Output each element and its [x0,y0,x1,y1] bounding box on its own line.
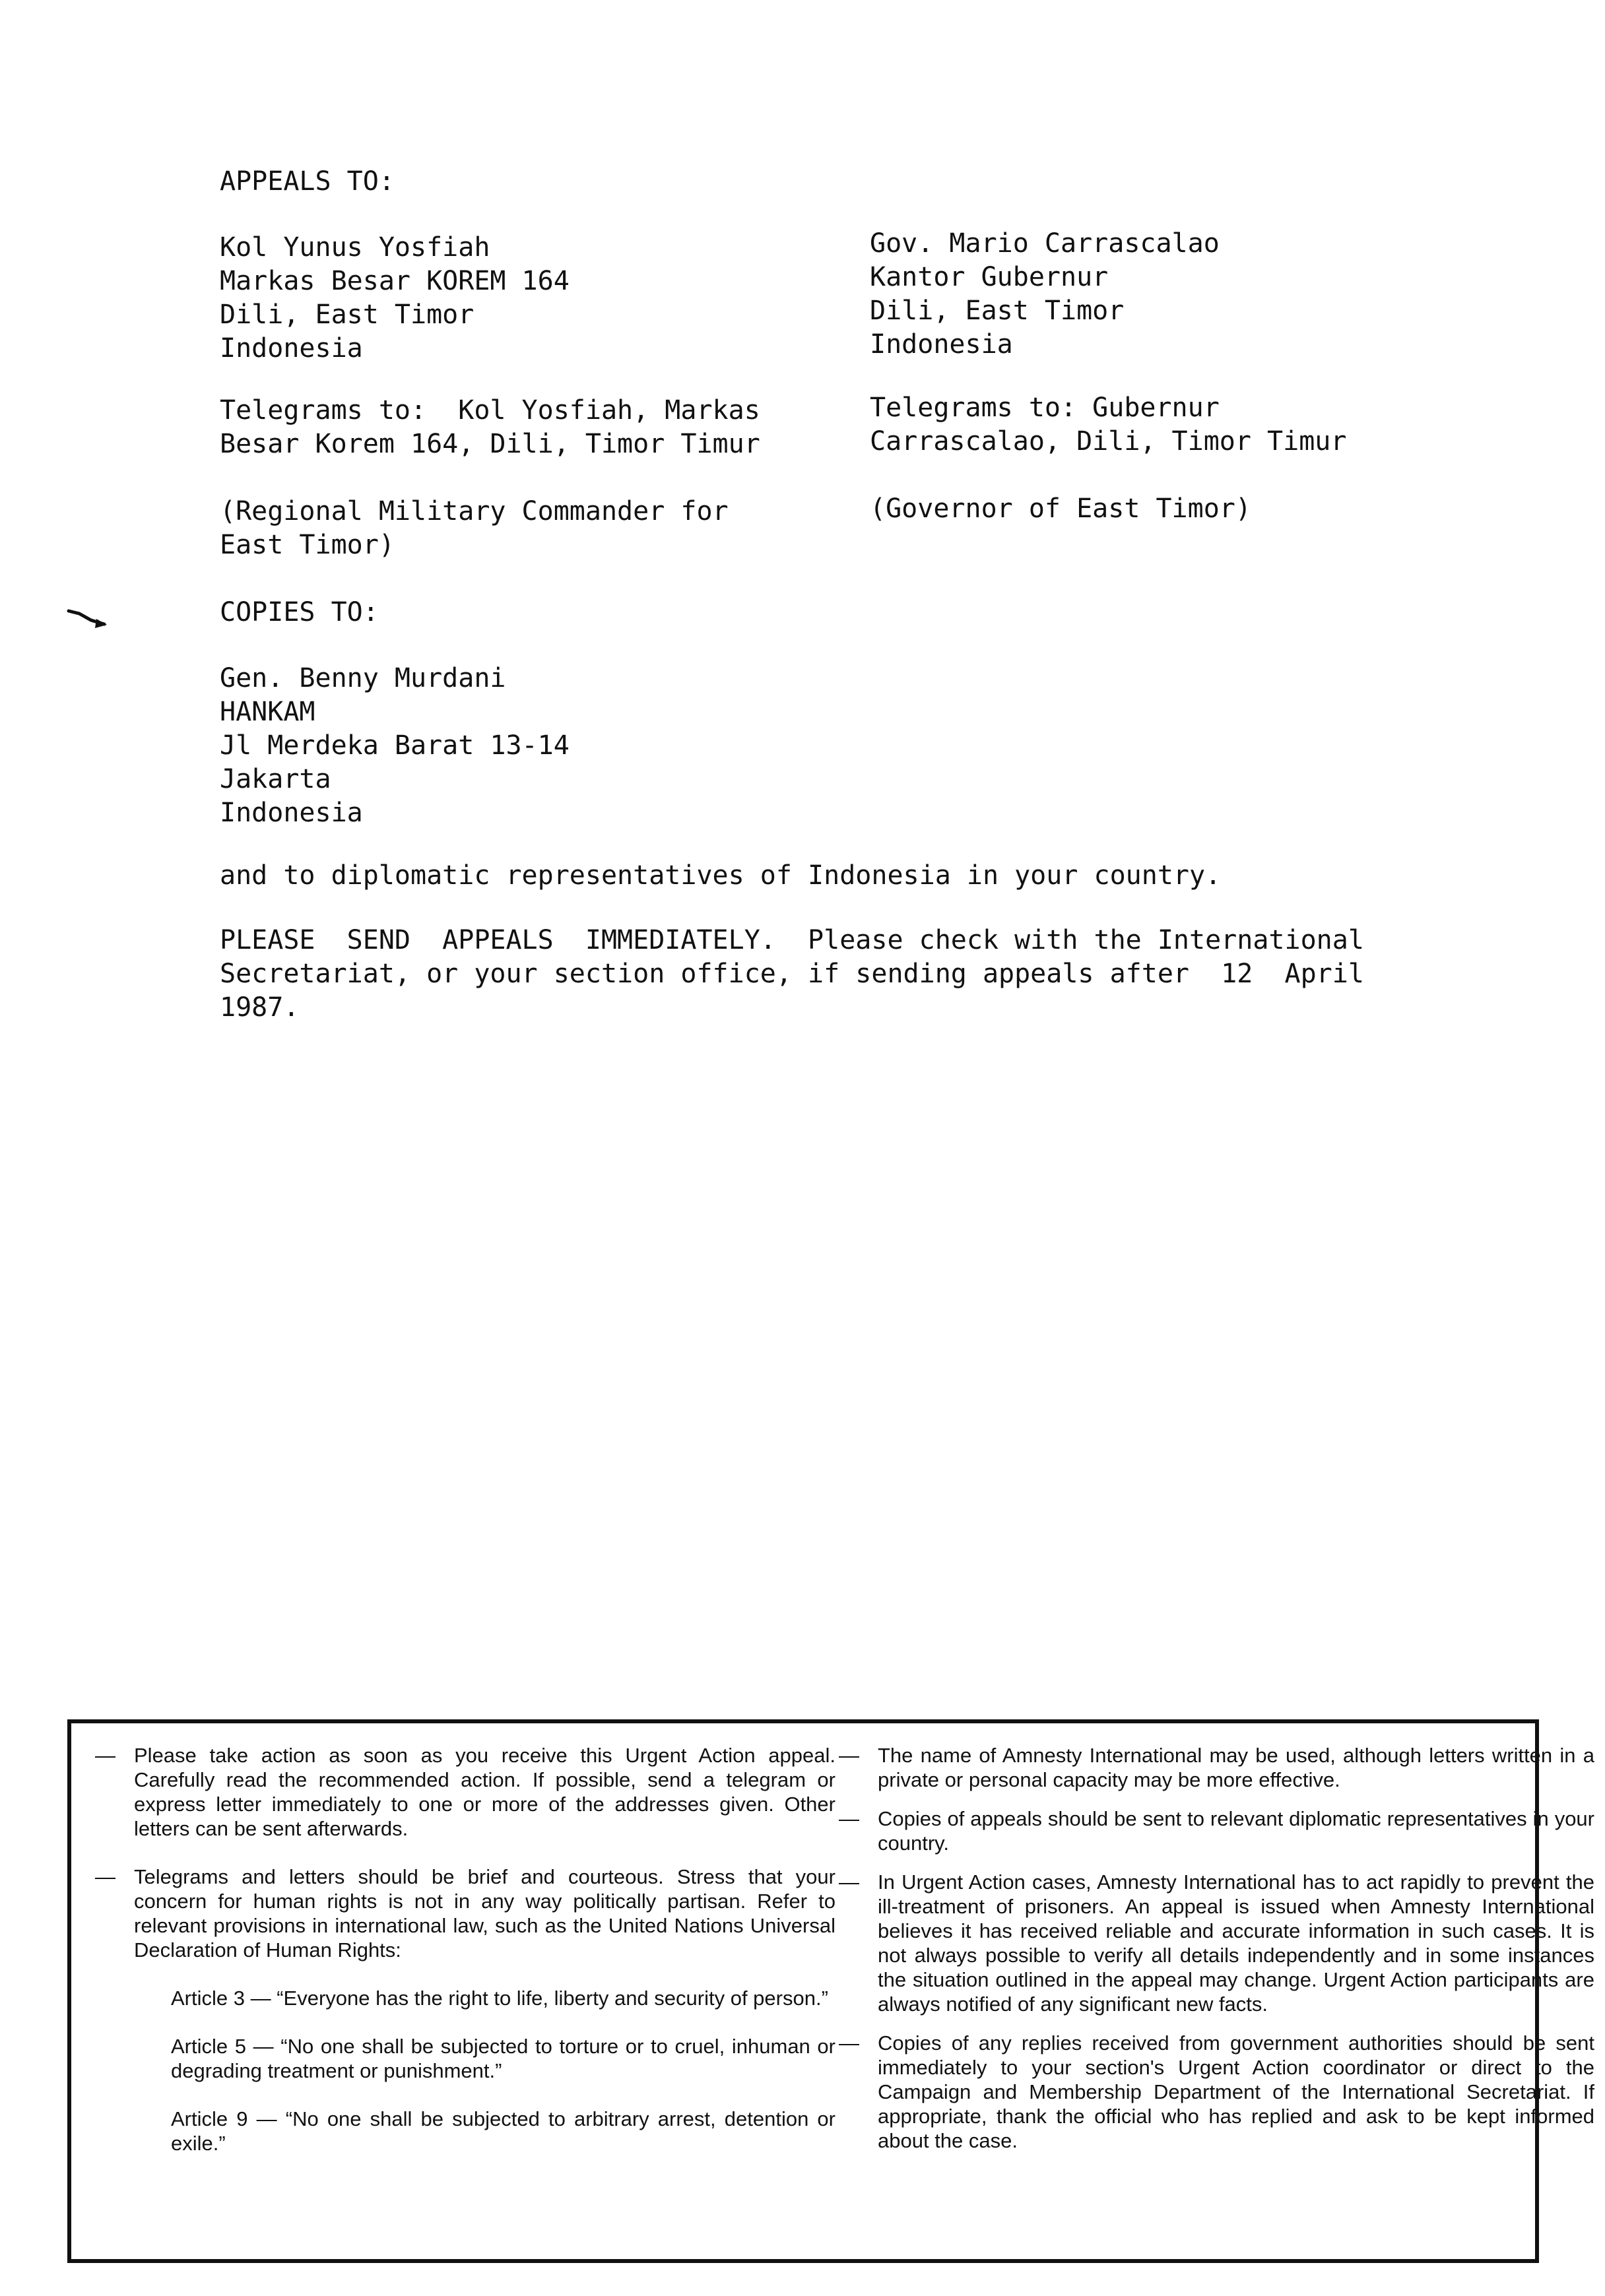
address-line: Dili, East Timor [220,300,475,330]
instructions-left-column [95,1743,835,2155]
role-line: (Governor of East Timor) [870,494,1251,524]
address-line: Jakarta [220,764,331,794]
instructions-right-column [839,1743,1594,2167]
address-line: Indonesia [870,329,1013,360]
recipient-right-address [870,227,1220,362]
copies-heading: COPIES TO: [220,597,379,627]
telegram-line: Telegrams to: Gubernur [870,393,1220,423]
copies-address [220,662,570,830]
role-line: (Regional Military Commander for [220,496,729,526]
please-send-note [220,924,1364,1025]
recipient-left-telegram [220,394,760,461]
recipient-left-role [220,495,729,562]
role-line: East Timor) [220,530,395,560]
instruction-text: In Urgent Action cases, Amnesty International has to act rapidly to prevent the ill-treatment of prisoners. An appeal is issued when Amnesty International believes it has received reliable and accurate information in such cases. It is not always possible to verify all details independently and in some instances the situation outlined in the appeal may change. Urgent Action participants are always notified of any significant new facts. [878,1870,1594,2016]
instruction-text: Please take action as soon as you receive this Urgent Action appeal. Carefully read the recommended action. If possible, send a telegram or express letter immediately to one or more of the addresses given. Other letters can be sent afterwards. [134,1744,835,1840]
address-line: Gen. Benny Murdani [220,663,506,693]
telegram-line: Carrascalao, Dili, Timor Timur [870,426,1347,457]
instruction-item [839,2031,1594,2153]
telegram-line: Besar Korem 164, Dili, Timor Timur [220,429,760,459]
note-line: PLEASE SEND APPEALS IMMEDIATELY. Please check with the International [220,925,1364,955]
address-line: Kol Yunus Yosfiah [220,232,490,263]
note-line: 1987. [220,992,300,1023]
instruction-text: Copies of any replies received from government authorities should be sent immediately to your section's Urgent Action coordinator or direct to the Campaign and Membership Department of the International Secretariat. If appropriate, thank the official who has replied and ask to be kept informed about the case. [878,2031,1594,2152]
recipient-right-telegram [870,391,1346,459]
instruction-item [95,1743,835,1841]
instruction-text: Copies of appeals should be sent to relevant diplomatic representatives in your country. [878,1807,1594,1855]
dash-bullet: — [839,1744,859,1767]
recipient-left-address [220,231,570,366]
instruction-item [839,1870,1594,2016]
address-line: Indonesia [220,333,363,364]
article-quote: Article 9 — “No one shall be subjected to arbitrary arrest, detention or exile.” [171,2107,835,2155]
address-line: HANKAM [220,697,315,727]
address-line: Jl Merdeka Barat 13-14 [220,730,570,761]
instruction-text: The name of Amnesty International may be used, although letters written in a private or personal capacity may be more effective. [878,1744,1594,1791]
address-line: Markas Besar KOREM 164 [220,266,570,296]
address-line: Dili, East Timor [870,296,1125,326]
appeals-heading: APPEALS TO: [220,166,395,197]
dash-bullet: — [839,2031,859,2055]
note-line: Secretariat, or your section office, if sending appeals after 12 April [220,959,1364,989]
address-line: Gov. Mario Carrascalao [870,228,1220,259]
margin-arrow-icon [66,607,112,633]
address-line: Indonesia [220,798,363,828]
address-line: Kantor Gubernur [870,262,1109,292]
instruction-item [95,1865,835,1962]
instruction-item [839,1743,1594,1792]
recipient-right-role [870,492,1251,526]
instruction-item [839,1806,1594,1855]
dash-bullet: — [95,1744,115,1767]
instruction-text: Telegrams and letters should be brief and courteous. Stress that your concern for human rights is not in any way politically partisan. Refer to relevant provisions in international law, such as the United Nations Universal Declaration of Human Rights: [134,1865,835,1961]
instructions-box [67,1719,1594,2263]
article-quote: Article 5 — “No one shall be subjected to torture or to cruel, inhuman or degrading treatment or punishment.” [171,2035,835,2082]
dash-bullet: — [839,1870,859,1894]
telegram-line: Telegrams to: Kol Yosfiah, Markas [220,395,760,426]
dash-bullet: — [839,1807,859,1830]
diplomatic-note: and to diplomatic representatives of Indonesia in your country. [220,860,1222,891]
dash-bullet: — [95,1865,115,1888]
article-quote: Article 3 — “Everyone has the right to life, liberty and security of person.” [171,1987,828,2010]
